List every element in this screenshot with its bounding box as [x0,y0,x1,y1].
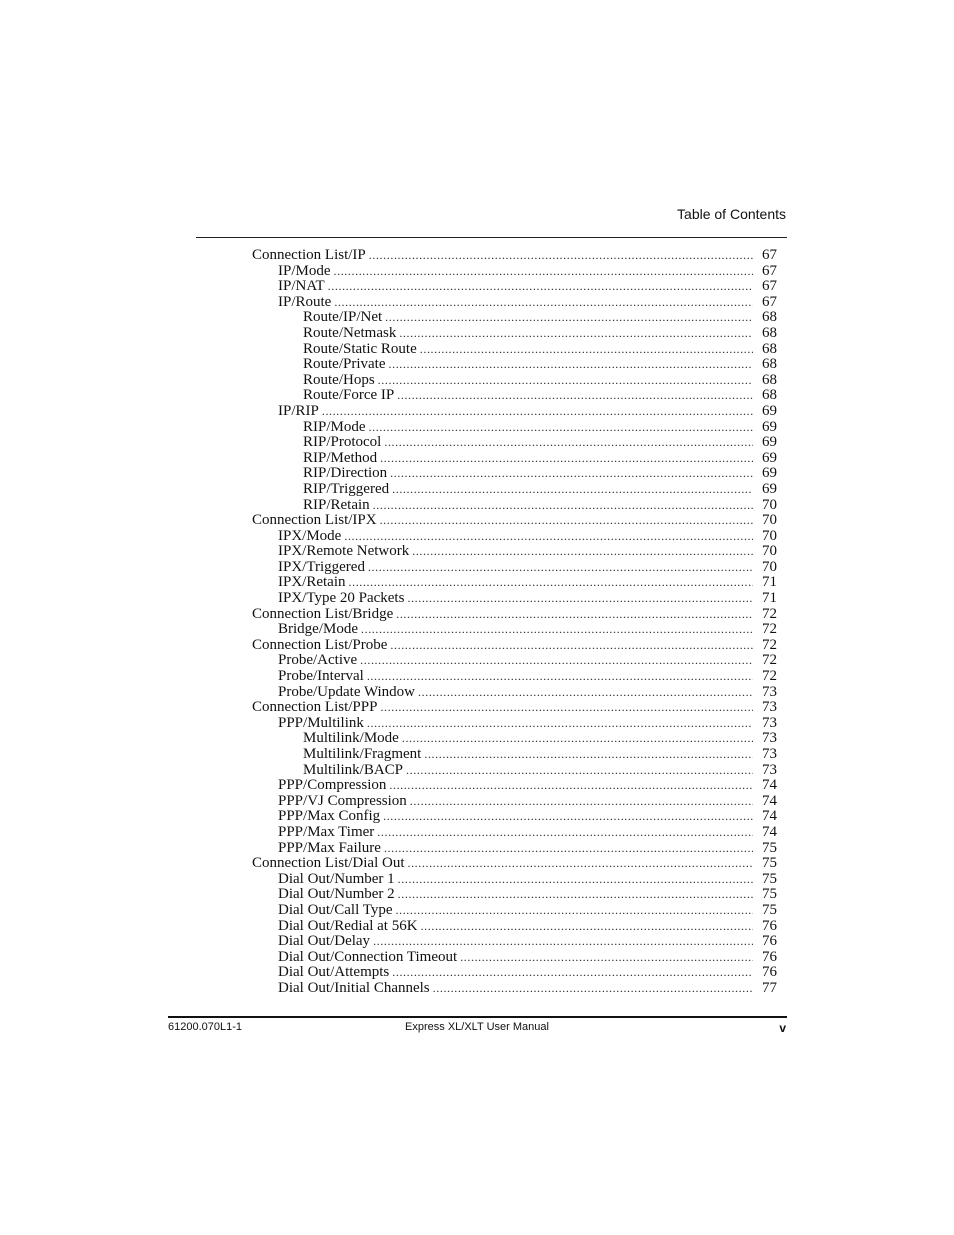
dot-leader [418,685,753,701]
toc-entry-label: Dial Out/Number 2 [278,886,395,903]
toc-entry-label: Connection List/IPX [252,512,377,529]
toc-entry-page: 69 [762,449,777,466]
dot-leader [392,965,753,981]
toc-entry[interactable] [252,357,777,373]
toc-entry-page: 74 [762,808,777,825]
dot-leader [396,903,754,919]
toc-entry-page: 73 [762,761,777,778]
toc-entry-page: 72 [762,605,777,622]
toc-entry-label: Multilink/Fragment [303,746,422,762]
dot-leader [368,560,753,576]
dot-leader [384,435,753,451]
toc-entry[interactable] [252,856,777,872]
dot-leader [328,279,753,295]
toc-entry-label: Dial Out/Number 1 [278,870,395,887]
toc-entry-page: 76 [762,917,777,934]
dot-leader [398,887,753,903]
dot-leader [406,763,753,779]
toc-entry-label: Multilink/Mode [303,730,399,747]
toc-entry-page: 68 [762,387,777,404]
toc-entry[interactable] [252,342,777,358]
footer-manual-title: Express XL/XLT User Manual [405,1021,549,1033]
dot-leader [412,544,753,560]
toc-entry[interactable] [252,669,777,685]
toc-entry-label: IP/Route [278,293,332,310]
toc-entry-label: Dial Out/Connection Timeout [278,948,458,965]
toc-entry-page: 73 [762,730,777,747]
toc-entry[interactable] [252,310,777,326]
toc-entry-label: Route/Netmask [303,324,397,341]
toc-entry-page: 68 [762,340,777,357]
toc-entry-page: 67 [762,293,777,310]
toc-entry[interactable] [252,466,777,482]
dot-leader [380,700,753,716]
toc-entry-page: 73 [762,746,777,762]
toc-entry[interactable] [252,700,777,716]
dot-leader [378,373,753,389]
toc-entry-page: 69 [762,480,777,497]
dot-leader [334,295,753,311]
toc-entry[interactable] [252,373,777,389]
toc-entry-label: Connection List/Dial Out [252,855,405,872]
toc-entry-page: 73 [762,683,777,700]
dot-leader [373,934,753,950]
toc-entry-label: PPP/Max Config [278,808,381,825]
toc-entry-label: IPX/Retain [278,574,346,591]
toc-entry[interactable] [252,965,777,981]
toc-entry[interactable] [252,825,777,841]
dot-leader [389,778,753,794]
toc-entry-label: Probe/Update Window [278,683,416,700]
toc-entry-label: RIP/Retain [303,496,370,513]
dot-leader [373,498,753,514]
toc-entry[interactable] [252,388,777,404]
toc-entry-label: Probe/Active [278,652,358,669]
toc-entry-label: Route/Private [303,356,386,373]
dot-leader [360,653,753,669]
dot-leader [397,388,753,404]
toc-entry[interactable] [252,887,777,903]
toc-entry[interactable] [252,622,777,638]
toc-entry-page: 69 [762,418,777,435]
toc-entry[interactable] [252,747,777,763]
toc-entry-label: PPP/Max Timer [278,823,375,840]
dot-leader [361,622,753,638]
toc-entry-label: IP/NAT [278,278,325,295]
toc-entry-label: Connection List/Probe [252,636,388,653]
toc-entry-page: 72 [762,652,777,669]
toc-entry-page: 74 [762,777,777,794]
toc-entry[interactable] [252,560,777,576]
toc-entry-label: IP/Mode [278,262,331,279]
toc-entry[interactable] [252,763,777,779]
toc-entry-page: 69 [762,465,777,482]
dot-leader [322,404,753,420]
toc-entry-page: 69 [762,402,777,419]
toc-entry-page: 68 [762,324,777,341]
toc-entry[interactable] [252,716,777,732]
dot-leader [380,451,753,467]
toc-entry-label: RIP/Mode [303,418,366,435]
toc-entry[interactable] [252,544,777,560]
toc-entry-page: 73 [762,714,777,731]
dot-leader [334,264,754,280]
dot-leader [389,357,754,373]
toc-entry-page: 76 [762,964,777,981]
toc-entry-label: Dial Out/Attempts [278,964,390,981]
toc-entry[interactable] [252,841,777,857]
toc-entry-label: Connection List/IP [252,247,366,263]
toc-entry-page: 68 [762,309,777,326]
toc-entry-page: 71 [762,574,777,591]
dot-leader [399,326,753,342]
toc-entry[interactable] [252,685,777,701]
toc-entry-page: 75 [762,870,777,887]
dot-leader [433,981,753,997]
toc-entry[interactable] [252,248,777,264]
toc-entry-label: Route/Force IP [303,387,395,404]
toc-entry-page: 74 [762,823,777,840]
toc-entry-page: 69 [762,434,777,451]
toc-entry[interactable] [252,513,777,529]
dot-leader [407,591,753,607]
toc-entry[interactable] [252,919,777,935]
toc-entry-page: 72 [762,668,777,685]
toc-entry-label: RIP/Direction [303,465,388,482]
toc-entry-page: 70 [762,527,777,544]
toc-entry[interactable] [252,279,777,295]
toc-entry-label: Probe/Interval [278,668,364,685]
dot-leader [420,342,753,358]
toc-entry-label: PPP/Max Failure [278,839,381,856]
toc-entry[interactable] [252,903,777,919]
toc-entry-label: RIP/Method [303,449,378,466]
toc-entry[interactable] [252,482,777,498]
toc-entry[interactable] [252,607,777,623]
toc-entry-label: Dial Out/Delay [278,933,371,950]
dot-leader [344,529,753,545]
toc-entry[interactable] [252,794,777,810]
toc-entry-label: Connection List/PPP [252,699,378,716]
toc-entry[interactable] [252,731,777,747]
toc-entry-label: Dial Out/Initial Channels [278,979,430,996]
toc-entry-label: PPP/VJ Compression [278,792,407,809]
toc-entry-page: 70 [762,496,777,513]
toc-entry[interactable] [252,264,777,280]
toc-entry-page: 74 [762,792,777,809]
toc-entry[interactable] [252,981,777,997]
dot-leader [424,747,753,763]
toc-entry-page: 72 [762,621,777,638]
dot-leader [349,575,754,591]
toc-entry-label: RIP/Protocol [303,434,382,451]
dot-leader [410,794,753,810]
dot-leader [390,638,753,654]
dot-leader [377,825,753,841]
toc-entry[interactable] [252,435,777,451]
dot-leader [392,482,753,498]
toc-entry-page: 67 [762,262,777,279]
toc-entry[interactable] [252,498,777,514]
toc-entry[interactable] [252,591,777,607]
toc-entry-label: RIP/Triggered [303,480,390,497]
toc-entry[interactable] [252,809,777,825]
toc-entry[interactable] [252,934,777,950]
toc-entry-page: 70 [762,558,777,575]
dot-leader [460,950,753,966]
toc-entry-page: 71 [762,590,777,607]
toc-entry-page: 72 [762,636,777,653]
footer-page-number: v [779,1021,786,1035]
dot-leader [385,310,753,326]
footer-rule [168,1016,787,1018]
toc-entry-label: Route/Hops [303,371,375,388]
toc-entry-label: IPX/Triggered [278,558,365,575]
toc-entry[interactable] [252,638,777,654]
toc-entry[interactable] [252,653,777,669]
dot-leader [367,669,753,685]
toc-entry[interactable] [252,295,777,311]
toc-entry-label: Dial Out/Call Type [278,901,393,918]
toc-entry-page: 67 [762,247,777,263]
toc-entry[interactable] [252,950,777,966]
toc-entry-label: PPP/Compression [278,777,387,794]
toc-entry-page: 76 [762,948,777,965]
toc-entry-page: 68 [762,356,777,373]
toc-entry-label: Route/IP/Net [303,309,383,326]
toc-entry[interactable] [252,575,777,591]
dot-leader [384,841,753,857]
footer-doc-number: 61200.070L1-1 [168,1021,243,1033]
toc-entry[interactable] [252,326,777,342]
toc-entry-label: PPP/Multilink [278,714,364,731]
toc-entry-page: 75 [762,901,777,918]
toc-entry[interactable] [252,872,777,888]
toc-entry-label: Bridge/Mode [278,621,358,638]
toc-entry-page: 75 [762,886,777,903]
toc-entry-page: 77 [762,979,777,996]
dot-leader [407,856,753,872]
toc-entry-label: IPX/Remote Network [278,543,410,560]
dot-leader [380,513,753,529]
toc-entry-label: Multilink/BACP [303,761,404,778]
dot-leader [398,872,753,888]
toc-entry-page: 75 [762,839,777,856]
toc-entry-label: Connection List/Bridge [252,605,394,622]
toc-entry[interactable] [252,529,777,545]
toc-entry[interactable] [252,404,777,420]
dot-leader [421,919,753,935]
running-header-title: Table of Contents [677,206,786,222]
dot-leader [367,716,753,732]
toc-entry-page: 73 [762,699,777,716]
dot-leader [390,466,753,482]
dot-leader [383,809,753,825]
table-of-contents [252,248,777,997]
toc-entry-page: 68 [762,371,777,388]
toc-entry-page: 76 [762,933,777,950]
toc-entry-page: 67 [762,278,777,295]
dot-leader [402,731,753,747]
dot-leader [369,248,753,264]
header-rule [196,237,787,238]
toc-entry-label: IPX/Type 20 Packets [278,590,405,607]
dot-leader [396,607,753,623]
toc-entry[interactable] [252,420,777,436]
toc-entry-label: IPX/Mode [278,527,342,544]
toc-entry-label: Route/Static Route [303,340,417,357]
toc-entry-label: Dial Out/Redial at 56K [278,917,418,934]
toc-entry-page: 70 [762,512,777,529]
toc-entry[interactable] [252,451,777,467]
toc-entry-page: 70 [762,543,777,560]
toc-entry[interactable] [252,778,777,794]
toc-entry-page: 75 [762,855,777,872]
dot-leader [369,420,753,436]
toc-entry-label: IP/RIP [278,402,319,419]
